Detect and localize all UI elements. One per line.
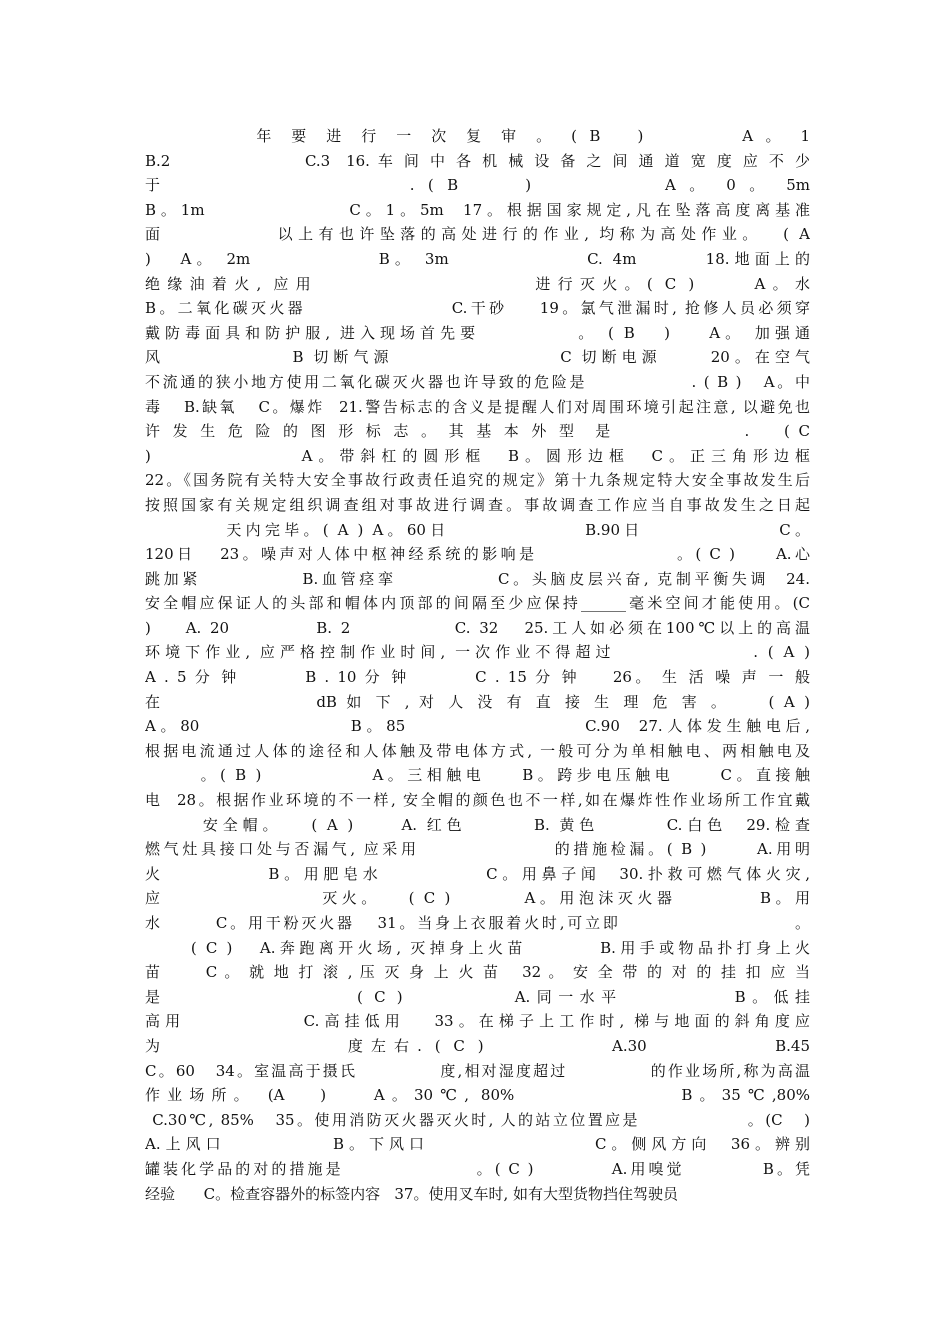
document-text [145,124,810,1206]
text-line-16: 按照国家有关规定组织调查组对事故进行调查。事故调查工作应当自事故发生之日起 [145,495,810,514]
text-line-44: 经验 C。检查容器外的标签内容 37。使用叉车时, 如有大型货物挡住驾驶员 [145,1184,679,1203]
text-line-17: 天内完毕。( A ) A。60日 B.90日 C。 [145,520,810,539]
text-line-34: ( C ) A.奔跑离开火场, 灭掉身上火苗 B.用手或物品扑打身上火 [145,938,810,957]
text-line-10: 风 B 切断气源 C 切断电源 20。在空气 [145,348,810,367]
text-line-42: A.上风口 B。下风口 C。侧风方向 36。辨别 [145,1135,810,1154]
text-line-4: B。1m C。1。5m 17。根据国家规定,凡在坠落高度离基准 [145,200,810,219]
text-line-9: 戴防毒面具和防护服, 进入现场首先要 。 ( B ) A。 加强通 [145,323,810,342]
text-line-22: 环境下作业, 应严格控制作业时间, 一次作业不得超过 . ( A ) [145,643,810,662]
text-line-21: ) A. 20 B. 2 C. 32 25.工人如必须在100℃以上的高温 [145,618,810,637]
text-line-39: C。60 34。室温高于摄氏 度,相对湿度超过 的作业场所,称为高温 [145,1061,810,1080]
text-line-25: A。80 B。85 C.90 27.人体发生触电后, [145,717,810,736]
text-line-5: 面 以上有也许坠落的高处进行的作业, 均称为高处作业。 ( A [145,225,810,244]
text-line-18: 120日 23。噪声对人体中枢神经系统的影响是 。( C ) A.心 [145,545,810,564]
text-line-29: 安全帽。 ( A ) A. 红色 B. 黄色 C.白色 29.检查 [145,815,810,834]
text-line-19: 跳加紧 B.血管痉挛 C。头脑皮层兴奋, 克制平衡失调 24. [145,569,810,588]
text-line-11: 不流通的狭小地方使用二氧化碳灭火器也许导致的危险是 . ( B ) A。中 [145,372,810,391]
text-line-30: 燃气灶具接口处与否漏气, 应采用 的措施检漏。( B ) A.用明 [145,840,810,859]
text-line-26: 根据电流通过人体的途径和人体触及带电体方式, 一般可分为单相触电、两相触电及 [145,741,810,760]
text-line-20: 安全帽应保证人的头部和帽体内顶部的间隔至少应保持______毫米空间才能使用。(C [145,594,810,613]
text-line-38: 为 度左右. ( C ) A.30 B.45 [145,1036,810,1055]
text-line-8: B。二氧化碳灭火器 C.干砂 19。氯气泄漏时, 抢修人员必须穿 [145,299,810,318]
text-line-28: 电 28。根据作业环境的不一样, 安全帽的颜色也不一样,如在爆炸性作业场所工作宜戴 [145,791,810,810]
text-line-27: 。( B ) A。三相触电 B。跨步电压触电 C。直接触 [145,766,810,785]
text-line-3: 于 . ( B ) A 。 0 。 5m [145,176,810,195]
text-line-14: ) A。带斜杠的圆形框 B。圆形边框 C。正三角形边框 [145,446,810,465]
text-line-35: 苗 C 。 就 地 打 滚 , 压 灭 身 上 火 苗 32 。 安 全 带 的 对 的 挂 扣 应 当 [145,963,810,982]
text-line-6: ) A。 2m B。 3m C. 4m 18.地面上的 [145,249,810,268]
text-line-36: 是 ( C ) A.同一水平 B。低挂 [145,987,810,1006]
text-line-31: 火 B。用肥皂水 C。用鼻子闻 30.扑救可燃气体火灾, [145,864,810,883]
text-line-32: 应 灭火。 ( C ) A。用泡沫灭火器 B。用 [145,889,810,908]
text-line-1: 年 要 进 行 一 次 复 审 。 ( B ) A 。 1 [145,127,810,145]
text-line-2: B.2 C.3 16. 车 间 中 各 机 械 设 备 之 间 通 道 宽 度 应 不 少 [145,151,810,170]
text-line-13: 许 发 生 危 险 的 图 形 标 志 。 其 基 本 外 型 是 . ( C [145,422,810,441]
text-line-37: 高用 C.高挂低用 33。在梯子上工作时, 梯与地面的斜角度应 [145,1012,810,1031]
text-line-12: 毒 B.缺氧 C。爆炸 21.警告标志的含义是提醒人们对周围环境引起注意, 以避免也 [145,397,810,416]
text-line-24: 在 dB 如 下 , 对 人 没 有 直 接 生 理 危 害 。 ( A ) [145,692,810,711]
text-line-43: 罐装化学品的对的措施是 。( C ) A.用嗅觉 B。凭 [145,1159,810,1178]
text-line-15: 22。《国务院有关特大安全事故行政责任追究的规定》第十九条规定特大安全事故发生后 [145,471,810,490]
text-line-33: 水 C。用干粉灭火器 31。当身上衣服着火时,可立即 。 [145,914,810,932]
text-line-7: 绝缘油着火, 应用 进行灭火。( C ) A。水 [145,274,810,293]
text-line-40: 作业场所。 (A ) A。30℃, 80% B。35℃,80% [145,1086,810,1105]
text-line-23: A . 5 分 钟 B . 10 分 钟 C . 15 分 钟 26。 生 活 噪 声 一 般 [145,668,810,687]
text-line-41: C.30℃, 85% 35。使用消防灭火器灭火时, 人的站立位置应是 。(C ) [145,1110,810,1129]
